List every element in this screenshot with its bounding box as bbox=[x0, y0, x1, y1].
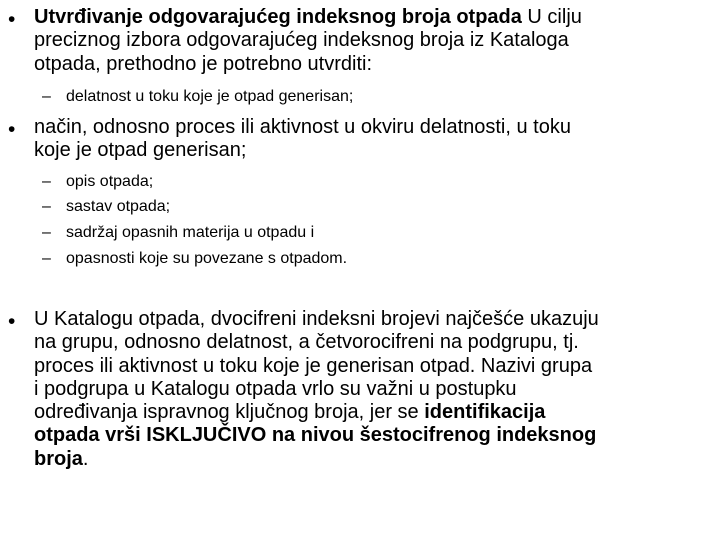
item-2-line-2: koje je otpad generisan; bbox=[34, 139, 247, 162]
bullet-3: • bbox=[8, 310, 16, 333]
item-1-line-1 bbox=[34, 6, 582, 29]
item-3-line-7-rest: . bbox=[82, 447, 89, 470]
sub-item-2-2: sastav otpada; bbox=[66, 198, 171, 215]
item-2-line-1: način, odnosno proces ili aktivnost u okviru delatnosti, u toku bbox=[34, 116, 571, 138]
sub-item-2-4: opasnosti koje su povezane s otpadom. bbox=[66, 250, 348, 267]
item-3-line-7 bbox=[34, 448, 599, 471]
item-3-line-4: i podgrupa u Katalogu otpada vrlo su važni u postupku bbox=[34, 377, 517, 400]
item-1-text bbox=[34, 6, 582, 76]
item-3-line-1: U Katalogu otpada, dvocifreni indeksni brojevi najčešće ukazuju bbox=[34, 308, 599, 330]
sub-dash-2-4: – bbox=[42, 250, 51, 267]
bullet-1: • bbox=[8, 8, 16, 31]
item-3-line-2: na grupu, odnosno delatnost, a četvorocifreni na podgrupu, tj. bbox=[34, 331, 579, 354]
item-1-line-2: preciznog izbora odgovarajućeg indeksnog broja iz Kataloga bbox=[34, 29, 569, 52]
sub-item-1-1: delatnost u toku koje je otpad generisan; bbox=[66, 88, 354, 105]
item-3-line-6 bbox=[34, 424, 599, 447]
item-1-line-1-rest: U cilju bbox=[521, 6, 582, 28]
item-3-line-3: proces ili aktivnost u toku koje je generisan otpad. Nazivi grupa bbox=[34, 354, 593, 377]
item-3-line-7-bold: broja bbox=[34, 447, 83, 470]
item-3-line-5-bold: identifikacija bbox=[424, 401, 546, 424]
item-3-line-5-text: određivanja ispravnog ključnog broja, jer se bbox=[34, 401, 425, 424]
item-3-line-5 bbox=[34, 401, 599, 424]
item-1-line-3: otpada, prethodno je potrebno utvrditi: bbox=[34, 52, 373, 75]
item-2-text bbox=[34, 116, 571, 163]
sub-item-2-1: opis otpada; bbox=[66, 173, 154, 190]
bullet-2: • bbox=[8, 118, 16, 141]
sub-dash-2-3: – bbox=[42, 224, 51, 241]
item-3-text bbox=[34, 308, 599, 471]
sub-dash-2-1: – bbox=[42, 173, 51, 190]
item-1-bold-lead: Utvrđivanje odgovarajućeg indeksnog broja otpada bbox=[34, 6, 522, 28]
sub-item-2-3: sadržaj opasnih materija u otpadu i bbox=[66, 224, 315, 241]
sub-dash-1-1: – bbox=[42, 88, 51, 105]
sub-dash-2-2: – bbox=[42, 198, 51, 215]
item-3-line-6-bold: otpada vrši ISKLJUČIVO na nivou šestocifrenog indeksnog bbox=[34, 424, 597, 447]
